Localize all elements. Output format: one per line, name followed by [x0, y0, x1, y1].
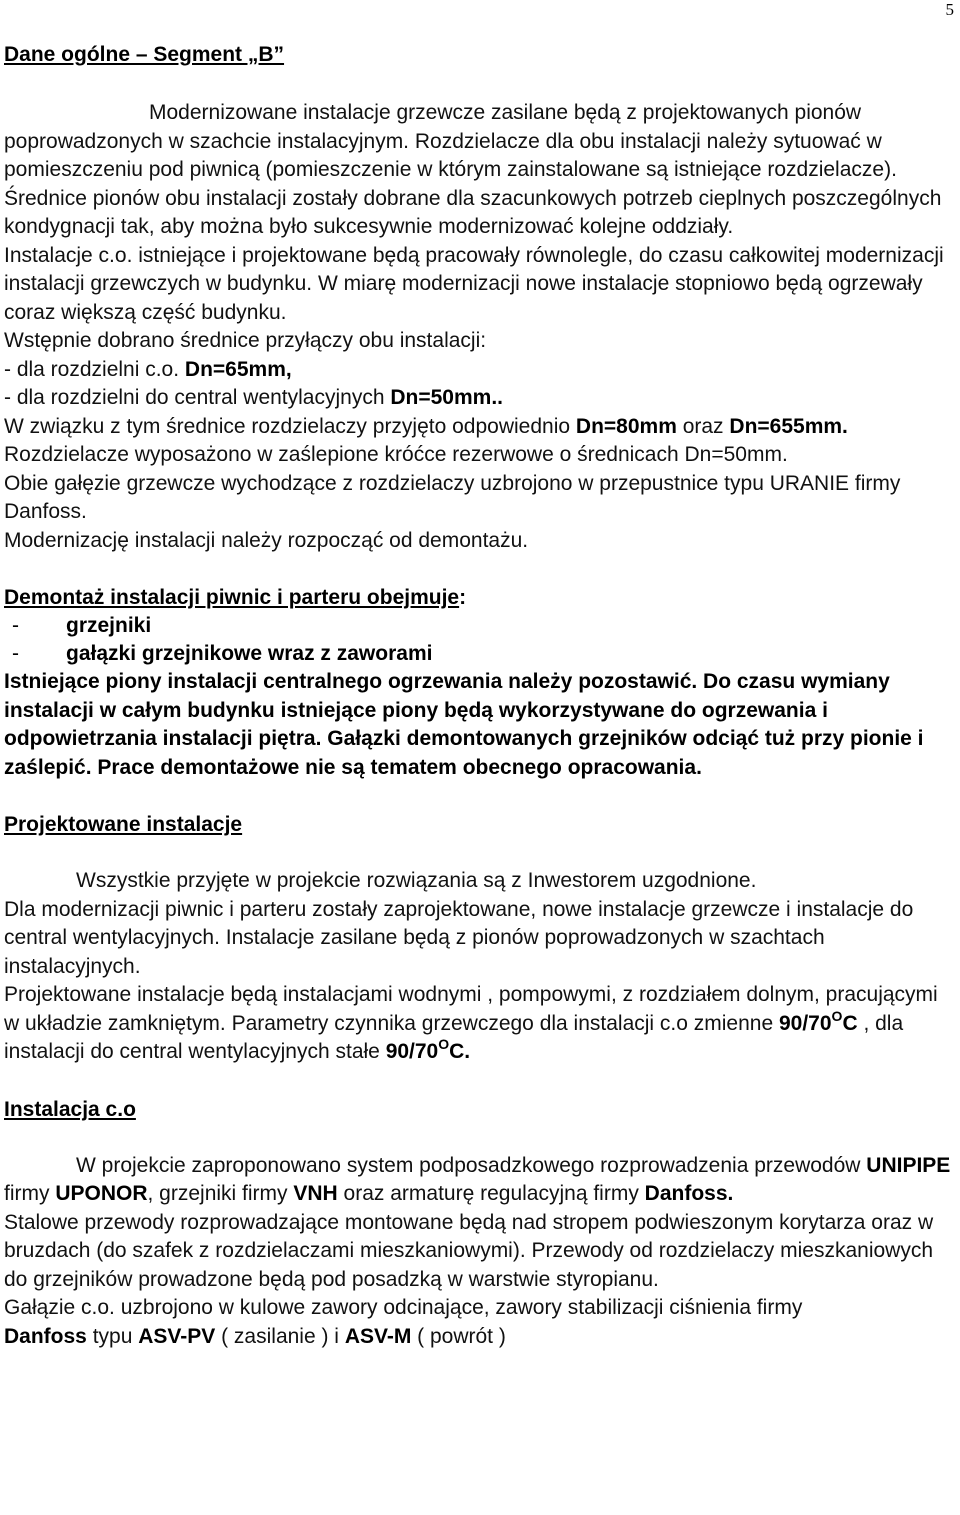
list-item: - gałązki grzejnikowe wraz z zaworami [12, 642, 433, 665]
section-title-projektowane: Projektowane instalacje [4, 813, 243, 836]
paragraph: Wstępnie dobrano średnice przyłączy obu instalacji: [4, 329, 487, 352]
list-item: - dla rozdzielni do central wentylacyjnych Dn=50mm.. [4, 386, 503, 409]
paragraph: Instalacje c.o. istniejące i projektowane będą pracowały równolegle, do czasu całkowitej modernizacji instalacji grzewczych w budynku. W miarę modernizacji nowe instalacje stopniowo będą ogrzewały coraz większą część budynku. [4, 243, 944, 324]
paragraph-bold: Istniejące piony instalacji centralnego ogrzewania należy pozostawić. Do czasu wymiany instalacji w całym budynku istniejące piony będą wykorzystywane do ogrzewania i odpowietrzania instalacji piętra. Gałązki demontowanych grzejników odciąć tuż przy pionie i zaślepić. Prace demontażowe nie są tematem obecnego opracowania. [4, 670, 924, 779]
list-item: - dla rozdzielni c.o. Dn=65mm, [4, 357, 292, 381]
paragraph: Modernizowane instalacje grzewcze zasilane będą z projektowanych pionów poprowadzonych w szachcie instalacyjnym. Rozdzielacze dla obu instalacji należy sytuować w pomieszczeniu pod piwnicą (pomieszczenie w którym zainstalowane są istniejące rozdzielacze). [4, 101, 897, 181]
paragraph: Modernizację instalacji należy rozpocząć od demontażu. [4, 528, 529, 552]
page-number: 5 [945, 0, 954, 19]
paragraph: W projekcie zaproponowano system podposadzkowego rozprowadzenia przewodów UNIPIPE firmy UPONOR, grzejniki firmy VNH oraz armaturę regulacyjną firmy Danfoss. [4, 1153, 951, 1205]
paragraph: Gałązie c.o. uzbrojono w kulowe zawory odcinające, zawory stabilizacji ciśnienia firmy [4, 1296, 803, 1319]
paragraph: Dla modernizacji piwnic i parteru zostały zaprojektowane, nowe instalacje grzewcze i instalacje do central wentylacyjnych. Instalacje zasilane będą z pionów poprowadzonych w szachtach instalacyjnych. [4, 897, 914, 978]
paragraph: Rozdzielacze wyposażono w zaślepione króćce rezerwowe o średnicach Dn=50mm. [4, 443, 788, 466]
section-title-segment-b: Dane ogólne – Segment „B” [4, 43, 285, 66]
section-title-instalacja-co: Instalacja c.o [4, 1097, 136, 1121]
paragraph: W związku z tym średnice rozdzielaczy przyjęto odpowiednio Dn=80mm oraz Dn=655mm. [4, 414, 848, 438]
paragraph: Projektowane instalacje będą instalacjami wodnymi , pompowymi, z rozdziałem dolnym, pracującymi w układzie zamkniętym. Parametry czynnika grzewczego dla instalacji c.o zmienne $90/70^OC$ , dla instalacji do central wentylacyjnych stałe $90/70^OC$. [4, 983, 938, 1063]
paragraph: Obie gałęzie grzewcze wychodzące z rozdzielaczy uzbrojono w przepustnice typu URANIE firmy Danfoss. [4, 471, 901, 523]
list-item: - grzejniki [12, 614, 152, 637]
paragraph: Stalowe przewody rozprowadzające montowane będą nad stropem podwieszonym korytarza oraz w bruzdach (do szafek z rozdzielaczami mieszkaniowymi). Przewody od rozdzielaczy mieszkaniowych do grzejników prowadzone będą pod posadzką w warstwie styropianu. [4, 1210, 934, 1291]
section-title-demontaz: Demontaż instalacji piwnic i parteru obejmuje [4, 586, 460, 609]
paragraph: Danfoss typu ASV-PV ( zasilanie ) i ASV-M ( powrót ) [4, 1324, 506, 1348]
paragraph: Wszystkie przyjęte w projekcie rozwiązania są z Inwestorem uzgodnione. [76, 869, 757, 892]
paragraph: Średnice pionów obu instalacji zostały dobrane dla szacunkowych potrzeb cieplnych poszczególnych kondygnacji tak, aby można było sukcesywnie modernizować kolejne oddziały. [4, 186, 942, 238]
title-colon: : [459, 586, 467, 609]
document-page [4, 40, 954, 1351]
